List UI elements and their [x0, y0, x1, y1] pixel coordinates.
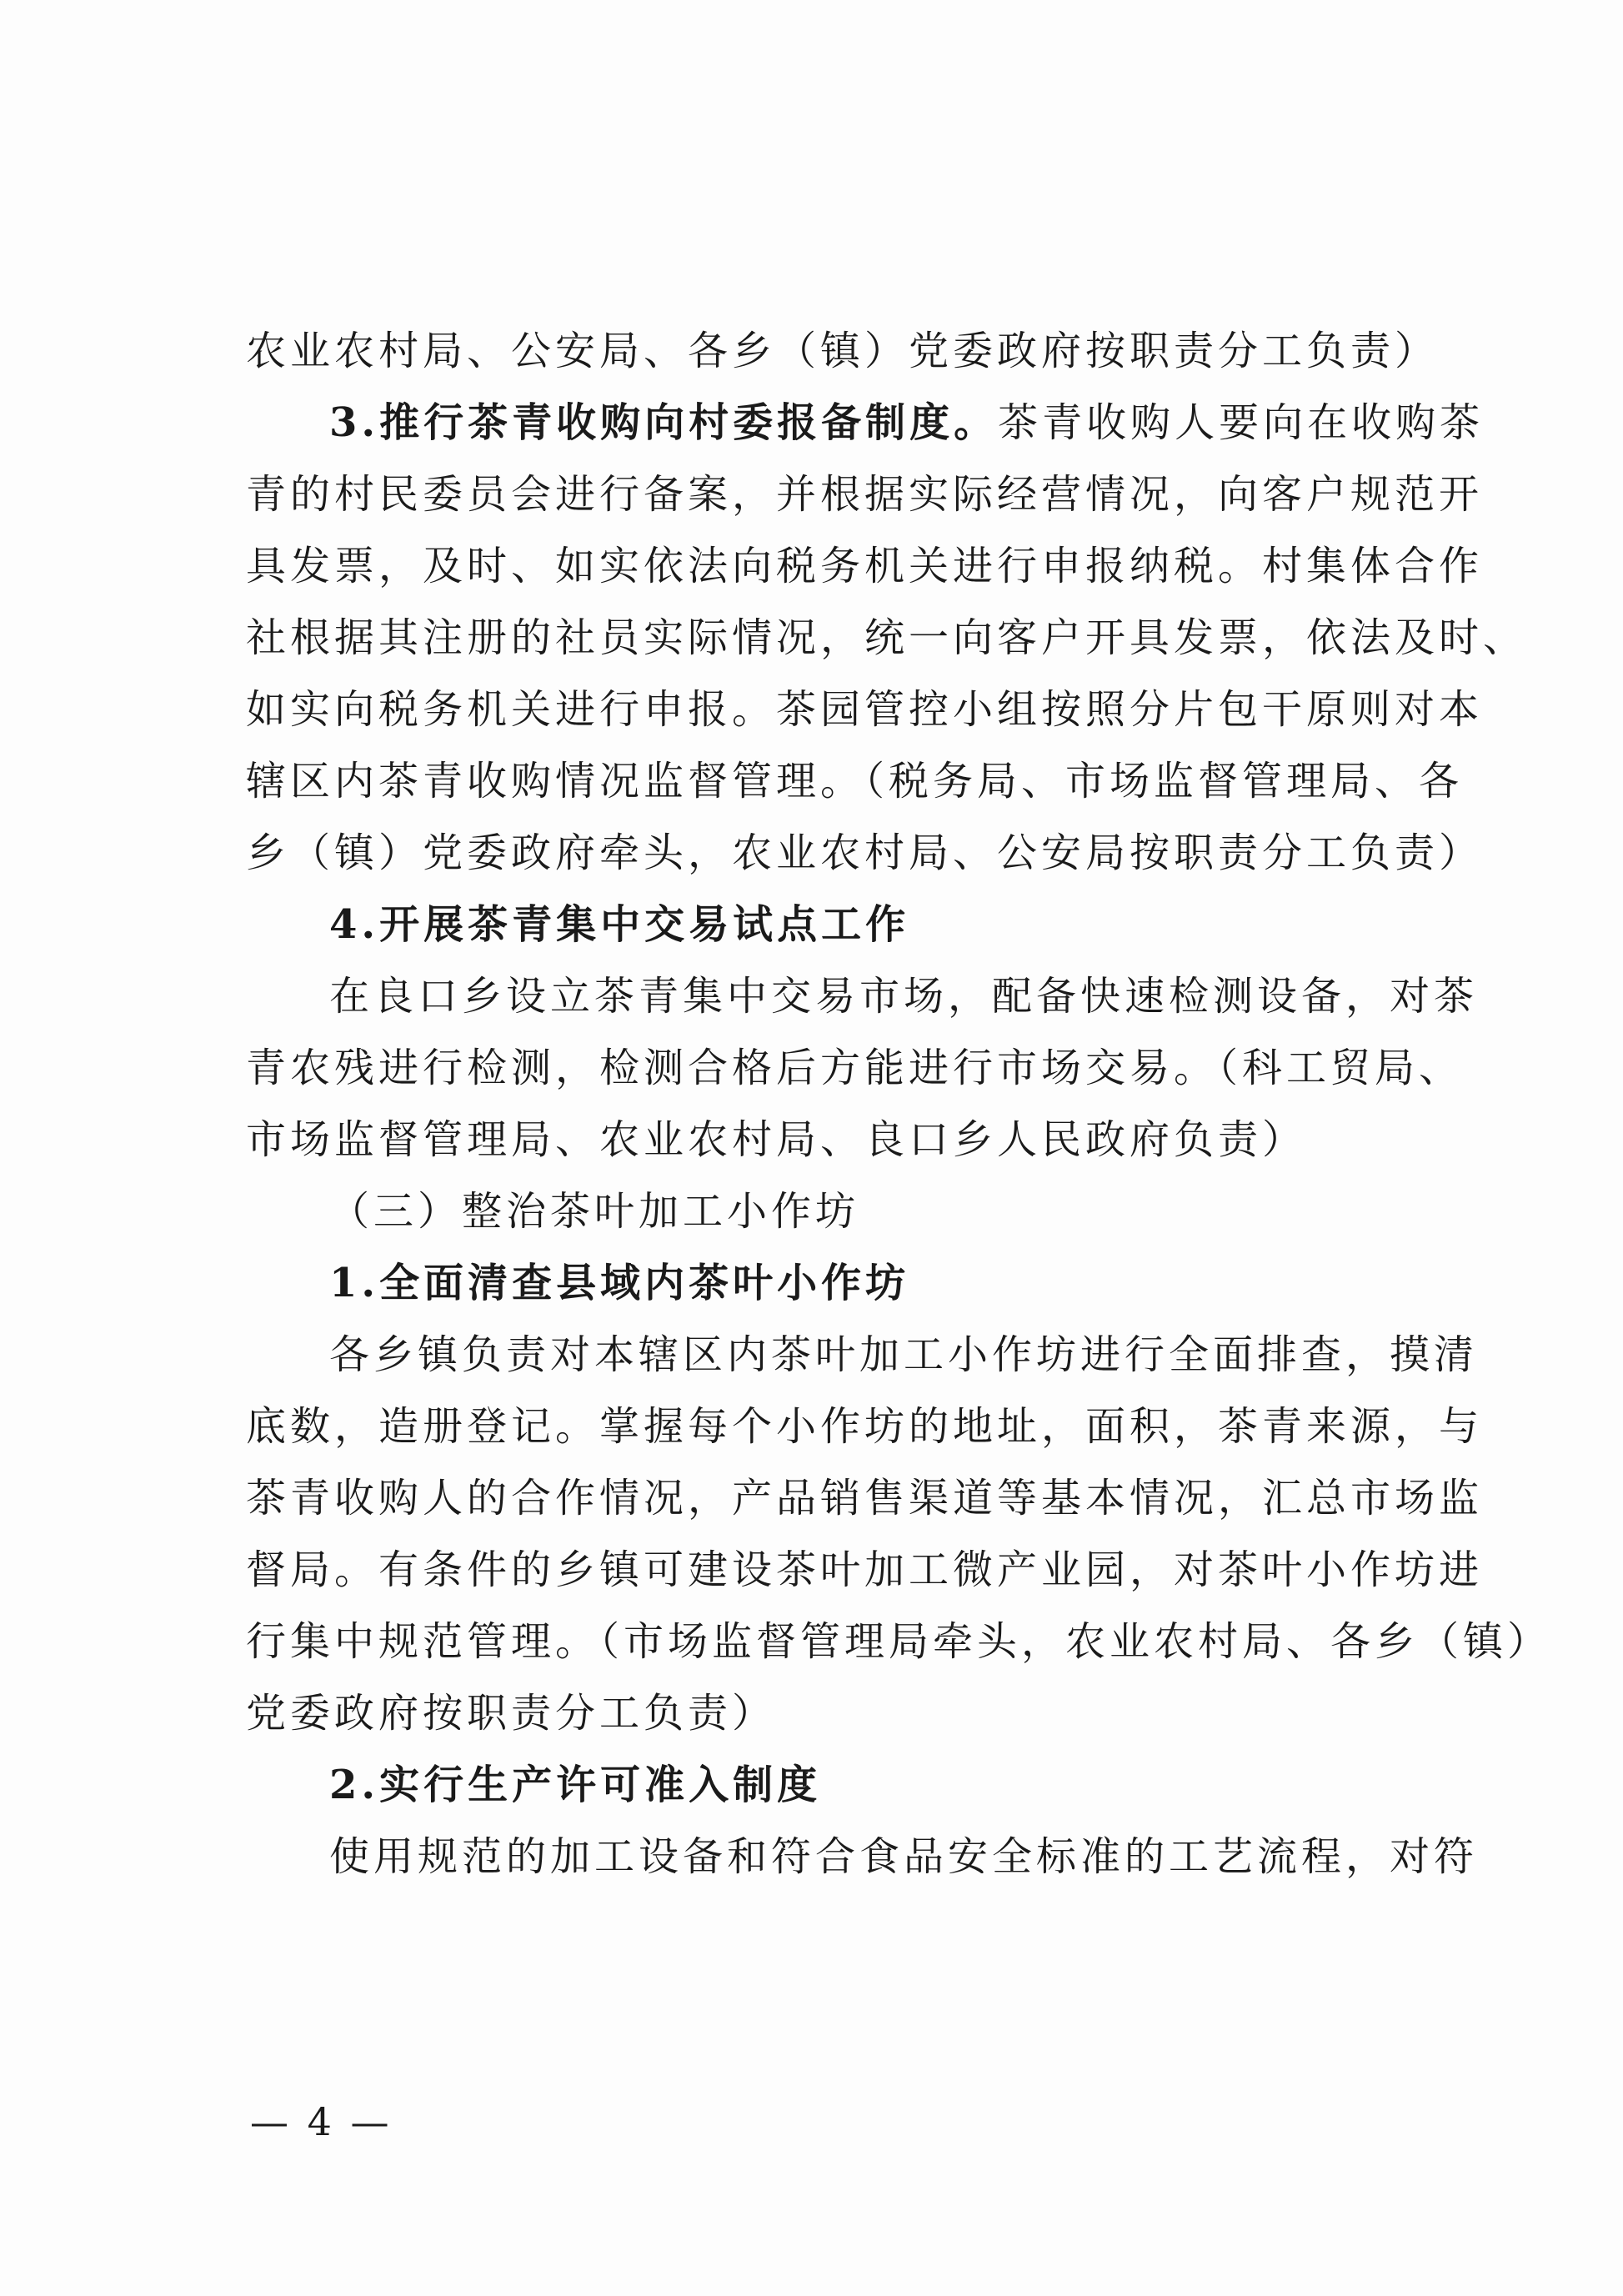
- body-text: 具发票，及时、如实依法向税务机关进行申报纳税。村集体合作: [246, 543, 1484, 589]
- text-line: [246, 960, 1479, 1032]
- section-heading: 4.开展茶青集中交易试点工作: [329, 901, 910, 948]
- body-text: 行集中规范管理。（市场监督管理局牵头，农业农村局、各乡（镇）: [246, 1618, 1552, 1665]
- text-line: [246, 1677, 1405, 1749]
- page-number: — 4 —: [250, 2099, 393, 2144]
- body-text: 茶青收购人要向在收购茶: [998, 399, 1485, 446]
- section-heading: 3.推行茶青收购向村委报备制度。: [329, 399, 999, 446]
- text-line: [246, 1462, 1484, 1534]
- body-text: 党委政府按职责分工负责）: [246, 1690, 777, 1737]
- text-line: [246, 1247, 1405, 1319]
- body-text: 督局。有条件的乡镇可建设茶叶加工微产业园，对茶叶小作坊进: [246, 1547, 1484, 1593]
- body-text: 使用规范的加工设备和符合食品安全标准的工艺流程，对符: [329, 1833, 1479, 1880]
- body-text: 乡（镇）党委政府牵头，农业农村局、公安局按职责分工负责）: [246, 830, 1484, 876]
- body-text: 农业农村局、公安局、各乡（镇）党委政府按职责分工负责）: [246, 328, 1440, 374]
- section-heading: 2.实行生产许可准入制度: [329, 1762, 822, 1808]
- text-line: [246, 745, 1464, 817]
- text-line: [246, 1032, 1464, 1104]
- body-text: 各乡镇负责对本辖区内茶叶加工小作坊进行全面排查，摸清: [329, 1331, 1479, 1378]
- text-line: [246, 315, 1440, 387]
- document-body: [246, 315, 1552, 1892]
- text-line: [246, 1606, 1552, 1677]
- text-line: [246, 602, 1528, 674]
- body-text: 青的村民委员会进行备案，并根据实际经营情况，向客户规范开: [246, 471, 1484, 518]
- body-text: 底数，造册登记。掌握每个小作坊的地址，面积，茶青来源，与: [246, 1403, 1484, 1450]
- text-line: [246, 530, 1484, 602]
- body-text: 青农残进行检测，检测合格后方能进行市场交易。（科工贸局、: [246, 1045, 1464, 1091]
- body-text: 社根据其注册的社员实际情况，统一向客户开具发票，依法及时、: [246, 614, 1528, 661]
- text-line: [246, 889, 1405, 960]
- text-line: [246, 387, 1485, 459]
- text-line: [246, 1534, 1484, 1606]
- body-text: 市场监督管理局、农业农村局、良口乡人民政府负责）: [246, 1116, 1307, 1163]
- text-line: [246, 1749, 1405, 1821]
- body-text: （三）整治茶叶加工小作坊: [329, 1188, 860, 1235]
- section-heading: 1.全面清查县域内茶叶小作坊: [329, 1260, 910, 1306]
- body-text: 茶青收购人的合作情况，产品销售渠道等基本情况，汇总市场监: [246, 1475, 1484, 1521]
- text-line: [246, 1176, 1405, 1247]
- text-line: [246, 1319, 1479, 1391]
- text-line: [246, 674, 1484, 745]
- text-line: [246, 817, 1484, 889]
- body-text: 辖区内茶青收购情况监督管理。（税务局、市场监督管理局、各: [246, 758, 1464, 805]
- body-text: 在良口乡设立茶青集中交易市场，配备快速检测设备，对茶: [329, 973, 1479, 1020]
- text-line: [246, 459, 1484, 530]
- text-line: [246, 1391, 1484, 1462]
- text-line: [246, 1104, 1405, 1176]
- body-text: 如实向税务机关进行申报。茶园管控小组按照分片包干原则对本: [246, 686, 1484, 733]
- text-line: [246, 1821, 1479, 1892]
